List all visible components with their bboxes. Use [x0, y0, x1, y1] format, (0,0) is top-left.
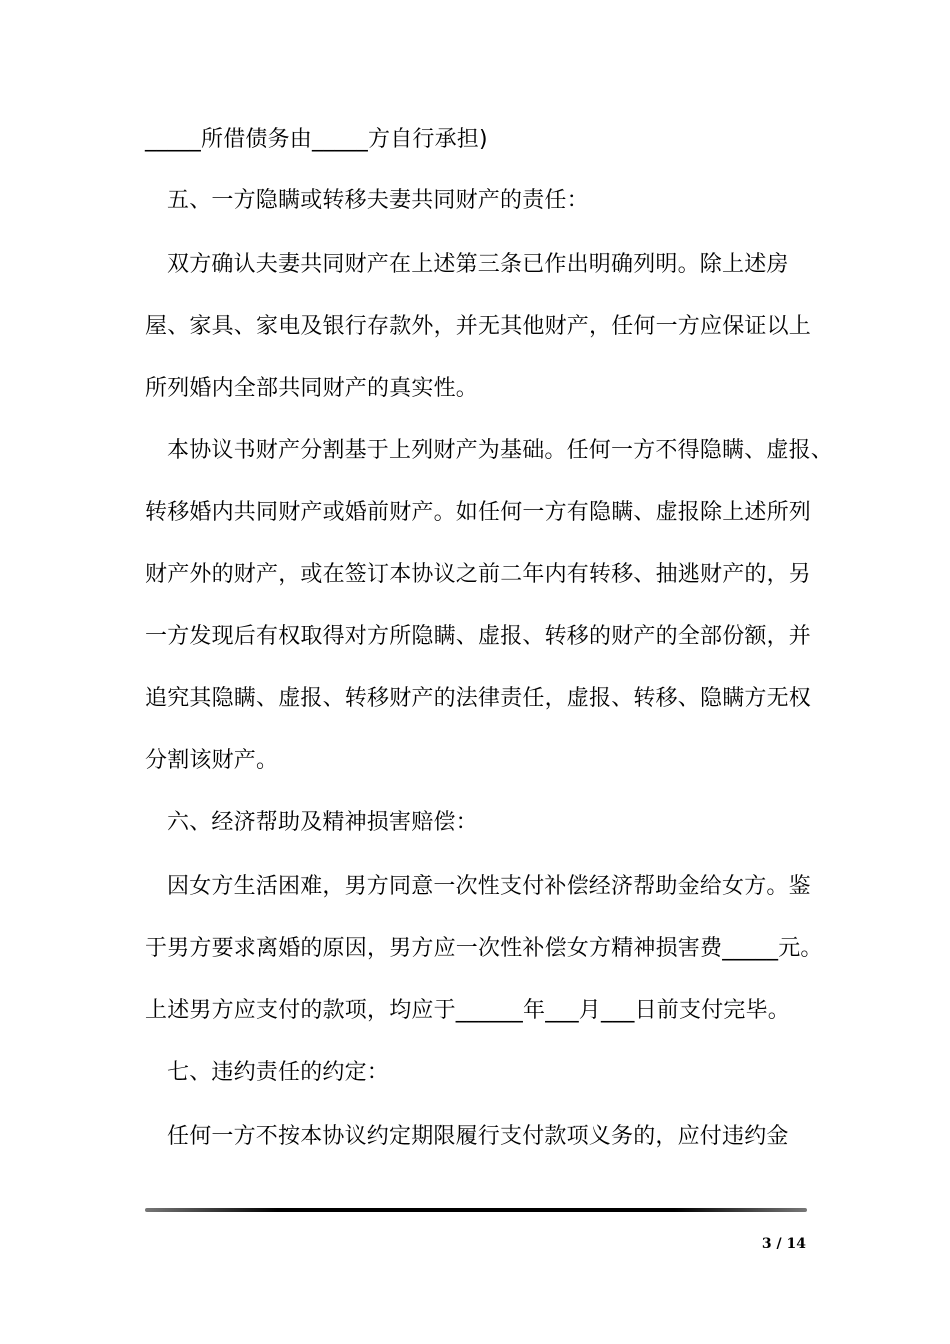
- section-heading: 五、一方隐瞒或转移夫妻共同财产的责任：: [167, 188, 589, 213]
- paragraph-line: 追究其隐瞒、虚报、转移财产的法律责任，虚报、转移、隐瞒方无权: [145, 686, 812, 711]
- paragraph-line: _____所借债务由_____方自行承担): [145, 127, 488, 152]
- paragraph-line: 本协议书财产分割基于上列财产为基础。任何一方不得隐瞒、虚报、: [167, 438, 834, 463]
- paragraph-line: 屋、家具、家电及银行存款外，并无其他财产，任何一方应保证以上: [145, 314, 812, 339]
- footer-divider: [145, 1208, 807, 1212]
- paragraph-line: 财产外的财产，或在签订本协议之前二年内有转移、抽逃财产的，另: [145, 562, 812, 587]
- page-number: 3 / 14: [761, 1236, 806, 1252]
- paragraph-line: 一方发现后有权取得对方所隐瞒、虚报、转移的财产的全部份额，并: [145, 624, 812, 649]
- paragraph-line: 分割该财产。: [145, 748, 279, 773]
- paragraph-line: 因女方生活困难，男方同意一次性支付补偿经济帮助金给女方。鉴: [167, 874, 811, 899]
- paragraph-line: 任何一方不按本协议约定期限履行支付款项义务的，应付违约金: [167, 1124, 789, 1149]
- section-heading: 六、经济帮助及精神损害赔偿：: [167, 810, 478, 835]
- paragraph-line: 于男方要求离婚的原因，男方应一次性补偿女方精神损害费_____元。: [145, 936, 823, 961]
- paragraph-line: 上述男方应支付的款项，均应于______年___月___日前支付完毕。: [145, 998, 791, 1023]
- paragraph-line: 所列婚内全部共同财产的真实性。: [145, 376, 479, 401]
- paragraph-line: 双方确认夫妻共同财产在上述第三条已作出明确列明。除上述房: [167, 252, 789, 277]
- paragraph-line: 转移婚内共同财产或婚前财产。如任何一方有隐瞒、虚报除上述所列: [145, 500, 812, 525]
- section-heading: 七、违约责任的约定：: [167, 1060, 390, 1085]
